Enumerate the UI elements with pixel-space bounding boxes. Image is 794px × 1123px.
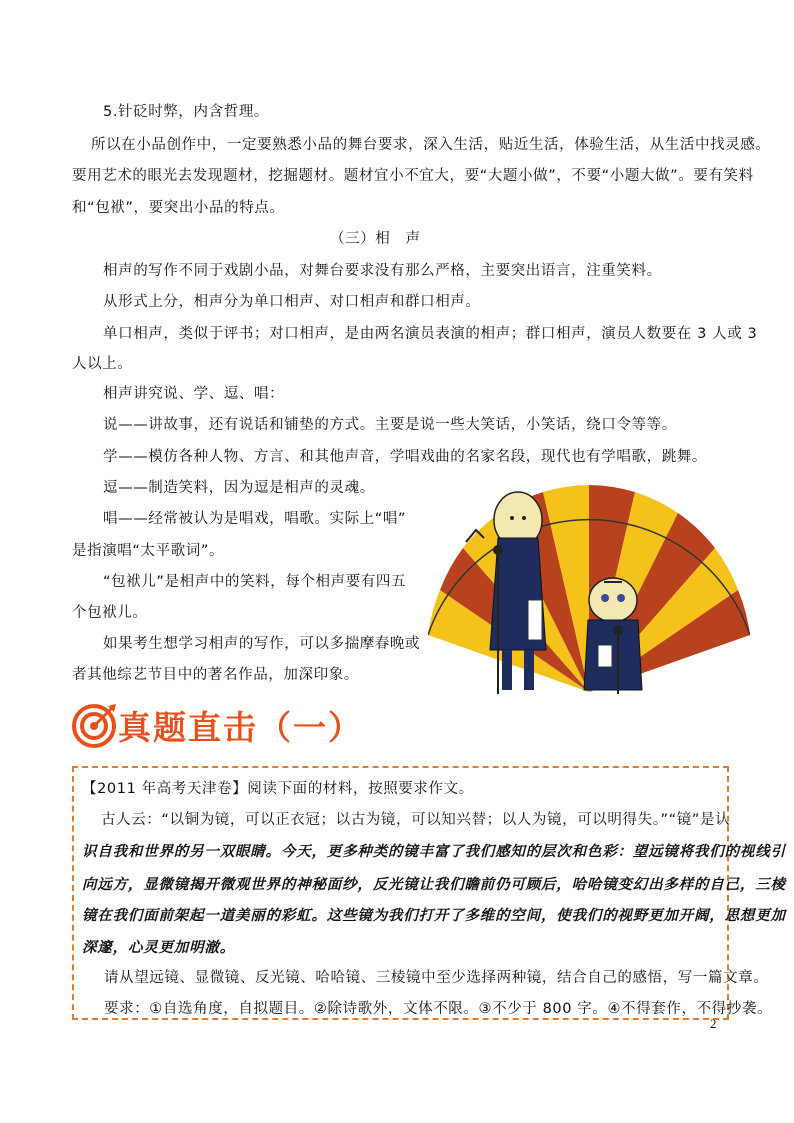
- target-arrow-icon: [74, 704, 116, 746]
- xs-line-9: 唱——经常被认为是唱戏，唱歌。实际上“唱”: [103, 511, 407, 527]
- body-line-1: 5.针砭时弊，内含哲理。: [103, 104, 270, 120]
- body-line-3: 要用艺术的眼光去发现题材，挖掘题材。题材宜小不宜大，要“大题小做”，不要“小题大做”。要有笑料: [72, 168, 754, 184]
- xs-line-12: 个包袱儿。: [72, 605, 148, 621]
- xs-line-11: “包袱儿”是相声中的笑料，每个相声要有四五: [103, 574, 407, 590]
- exam-material-1: 识自我和世界的另一双眼睛。今天，更多种类的镜丰富了我们感知的层次和色彩：望远镜将我们的视线引: [82, 843, 786, 860]
- exam-quote: 古人云：“以铜为镜，可以正衣冠；以古为镜，可以知兴替；以人为镜，可以明得失。”“镜”是认: [101, 812, 731, 828]
- exam-intro: 【2011 年高考天津卷】阅读下面的材料，按照要求作文。: [82, 781, 474, 797]
- exam-material-3: 镜在我们面前架起一道美丽的彩虹。这些镜为我们打开了多维的空间，使我们的视野更加开阔，思想更加: [82, 907, 786, 924]
- performer-right: [584, 578, 642, 694]
- body-line-2: 所以在小品创作中，一定要熟悉小品的舞台要求，深入生活，贴近生活，体验生活，从生活中找灵感。: [91, 137, 771, 153]
- xs-line-10: 是指演唱“太平歌词”。: [72, 543, 225, 559]
- xs-line-8: 逗——制造笑料，因为逗是相声的灵魂。: [103, 480, 375, 496]
- xs-line-1: 相声的写作不同于戏剧小品，对舞台要求没有那么严格，主要突出语言，注重笑料。: [103, 263, 662, 279]
- xs-line-2: 从形式上分，相声分为单口相声、对口相声和群口相声。: [103, 294, 481, 310]
- xs-line-7: 学——模仿各种人物、方言、和其他声音，学唱戏曲的名家名段，现代也有学唱歌，跳舞。: [103, 449, 707, 465]
- xs-line-3: 单口相声，类似于评书；对口相声，是由两名演员表演的相声；群口相声，演员人数要在 3 人或 3: [103, 326, 758, 342]
- body-line-4: 和“包袱”，要突出小品的特点。: [72, 200, 285, 216]
- exam-requirements: 要求：①自选角度，自拟题目。②除诗歌外，文体不限。③不少于 800 字。④不得套作，不得抄袭。: [104, 1001, 773, 1017]
- section-heading: （三）相 声: [330, 231, 421, 247]
- crosstalk-performers-illustration: [428, 480, 750, 702]
- xs-line-14: 者其他综艺节目中的著名作品，加深印象。: [72, 667, 359, 683]
- xs-line-13: 如果考生想学习相声的写作，可以多揣摩春晚或: [103, 636, 421, 652]
- banner-title: 真题直击（一）: [118, 708, 363, 747]
- exam-material-2: 向远方，显微镜揭开微观世界的神秘面纱，反光镜让我们瞻前仍可顾后，哈哈镜变幻出多样的自己，三棱: [82, 876, 786, 893]
- exam-material-4: 深邃，心灵更加明澈。: [82, 939, 235, 956]
- xs-line-5: 相声讲究说、学、逗、唱：: [103, 386, 285, 402]
- xs-line-4: 人以上。: [72, 356, 133, 372]
- page-number: 2: [710, 1016, 717, 1031]
- exam-instruction: 请从望远镜、显微镜、反光镜、哈哈镜、三棱镜中至少选择两种镜，结合自己的感悟，写一篇文章。: [104, 970, 769, 986]
- xs-line-6: 说——讲故事，还有说话和铺垫的方式。主要是说一些大笑话，小笑话，绕口令等等。: [103, 417, 677, 433]
